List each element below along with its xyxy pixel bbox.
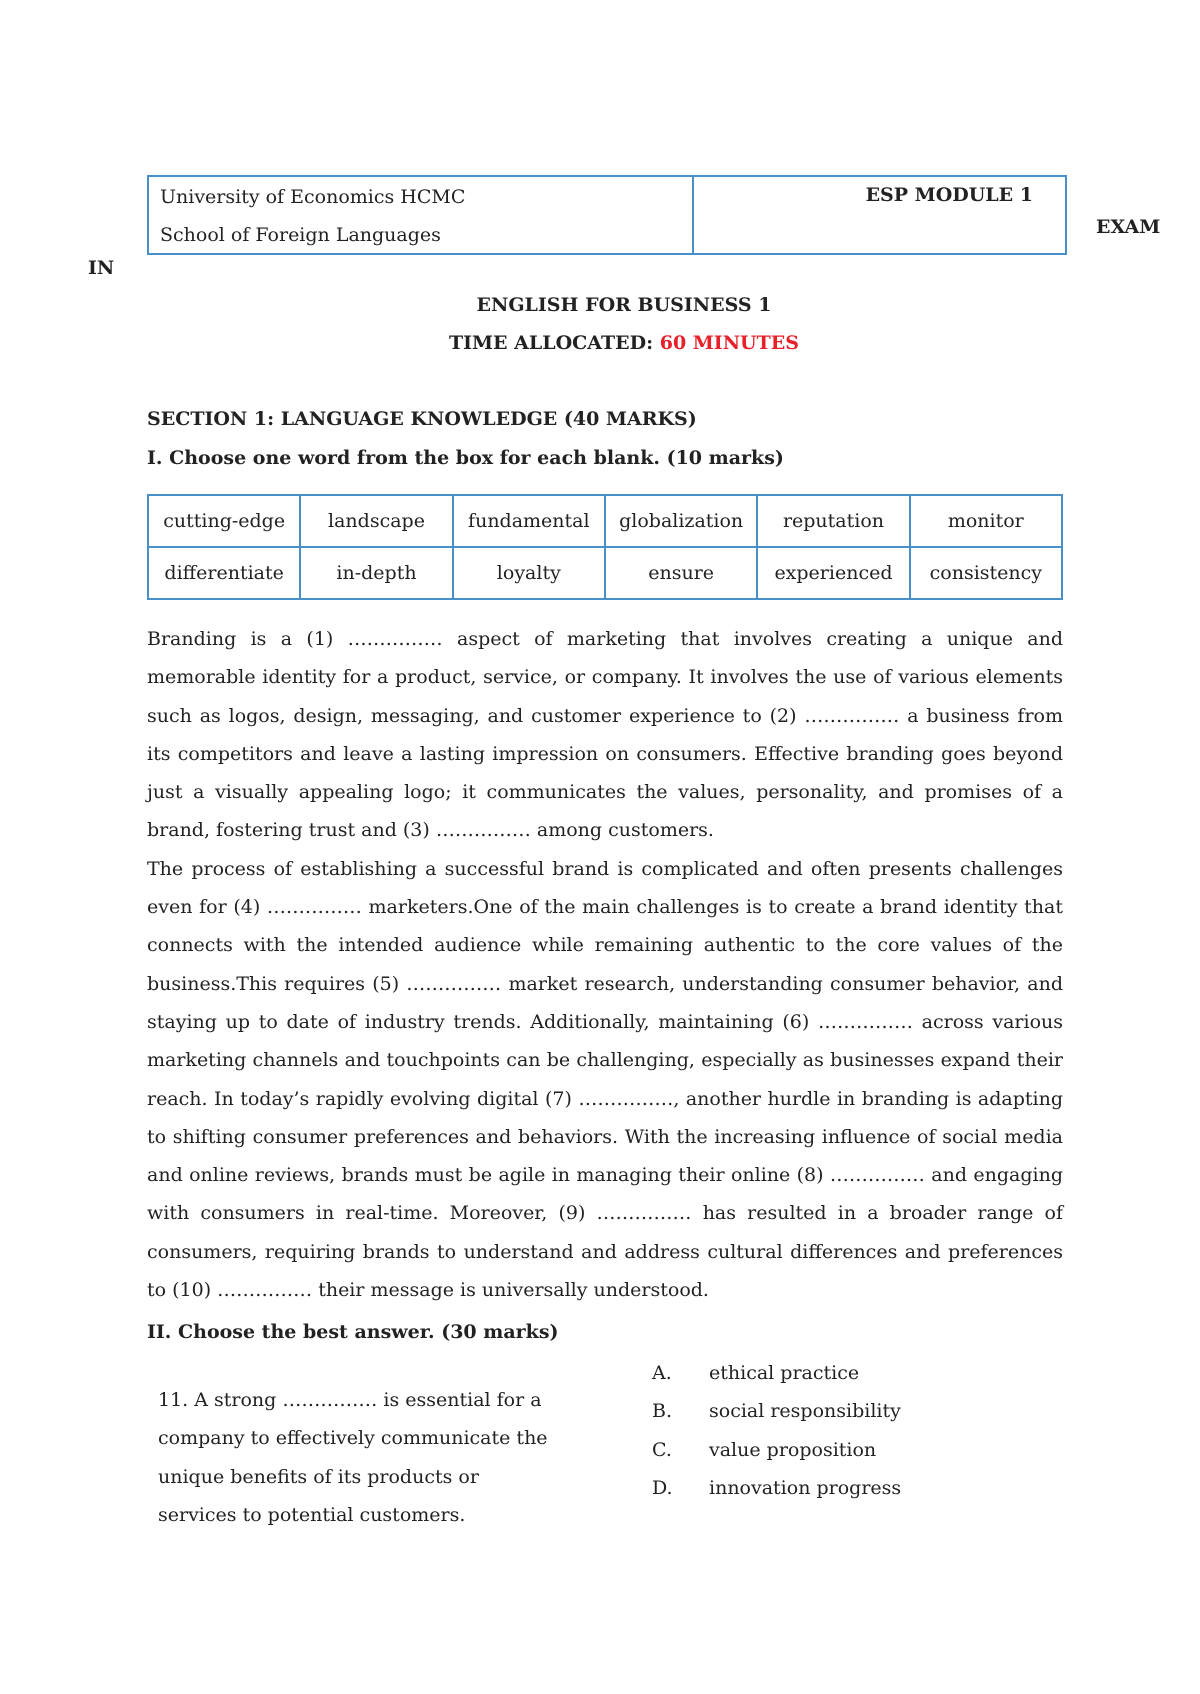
time-label: TIME ALLOCATED: [449, 332, 660, 354]
word-box-cell: fundamental [453, 495, 605, 547]
word-box-cell: loyalty [453, 547, 605, 599]
passage-paragraph-2: The process of establishing a successful brand is complicated and often presents challenges even for (4) …………… marketers.One of the main challenges is to create a brand identity that connects with the intended audience while remaining authentic to the core values of the business.This requires (5) …………… market research, understanding consumer behavior, and staying up to date of industry trends. Additionally, maintaining (6) …………… across various marketing channels and touchpoints can be challenging, especially as businesses expand their reach. In today’s rapidly evolving digital (7) ……………, another hurdle in branding is adapting to shifting consumer preferences and behaviors. With the increasing influence of social media and online reviews, brands must be agile in managing their online (8) …………… and engaging with consumers in real-time. Moreover, (9) …………… has resulted in a broader range of consumers, requiring brands to understand and address cultural differences and preferences to (10) …………… their message is universally understood. [147, 857, 1063, 1302]
option-a[interactable] [652, 1354, 901, 1392]
time-allocated [0, 328, 1200, 358]
option-letter: B. [652, 1400, 673, 1423]
course-title: ENGLISH FOR BUSINESS 1 [476, 294, 772, 316]
time-value: 60 MINUTES [659, 332, 799, 354]
word-box-cell: differentiate [148, 547, 300, 599]
question-11-options [652, 1354, 901, 1507]
option-letter: A. [652, 1362, 672, 1384]
option-text: ethical practice [709, 1362, 860, 1384]
option-text: social responsibility [709, 1400, 901, 1423]
exam-label: EXAM [1096, 216, 1161, 238]
option-text: value proposition [709, 1438, 877, 1461]
part1-heading: I. Choose one word from the box for each blank. (10 marks) [147, 447, 784, 469]
option-b[interactable] [652, 1392, 901, 1430]
question-11-stem: 11. A strong …………… is essential for a company to effectively communicate the unique benefits of its products or services to potential customers. [158, 1389, 548, 1526]
option-d[interactable] [652, 1469, 901, 1507]
word-box-row [148, 547, 1062, 599]
option-c[interactable] [652, 1431, 901, 1469]
passage-paragraph-1: Branding is a (1) …………… aspect of marketing that involves creating a unique and memorable identity for a product, service, or company. It involves the use of various elements such as logos, design, messaging, and customer experience to (2) …………… a business from its competitors and leave a lasting impression on consumers. Effective branding goes beyond just a visually appealing logo; it communicates the values, personality, and promises of a brand, fostering trust and (3) …………… among customers. [147, 628, 1063, 842]
word-box-cell: globalization [605, 495, 757, 547]
header-institution-cell [149, 177, 694, 253]
word-box-cell: in-depth [300, 547, 452, 599]
word-box-cell: ensure [605, 547, 757, 599]
school-name: School of Foreign Languages [160, 224, 441, 246]
option-letter: C. [652, 1438, 672, 1461]
word-box-cell: experienced [757, 547, 909, 599]
word-box-cell: consistency [910, 547, 1062, 599]
part2-heading: II. Choose the best answer. (30 marks) [147, 1321, 559, 1343]
header-module-cell [694, 177, 1065, 253]
word-box-cell: monitor [910, 495, 1062, 547]
section1-heading: SECTION 1: LANGUAGE KNOWLEDGE (40 MARKS) [147, 408, 697, 430]
word-box-cell: landscape [300, 495, 452, 547]
university-name: University of Economics HCMC [160, 186, 466, 208]
word-box-cell: reputation [757, 495, 909, 547]
word-box-cell: cutting-edge [148, 495, 300, 547]
word-box [147, 494, 1063, 600]
cloze-passage [147, 620, 1063, 1309]
option-letter: D. [652, 1476, 673, 1499]
in-label: IN [88, 257, 115, 279]
header-table [147, 175, 1067, 255]
option-text: innovation progress [709, 1476, 902, 1499]
word-box-row [148, 495, 1062, 547]
module-label: ESP MODULE 1 [865, 184, 1033, 206]
